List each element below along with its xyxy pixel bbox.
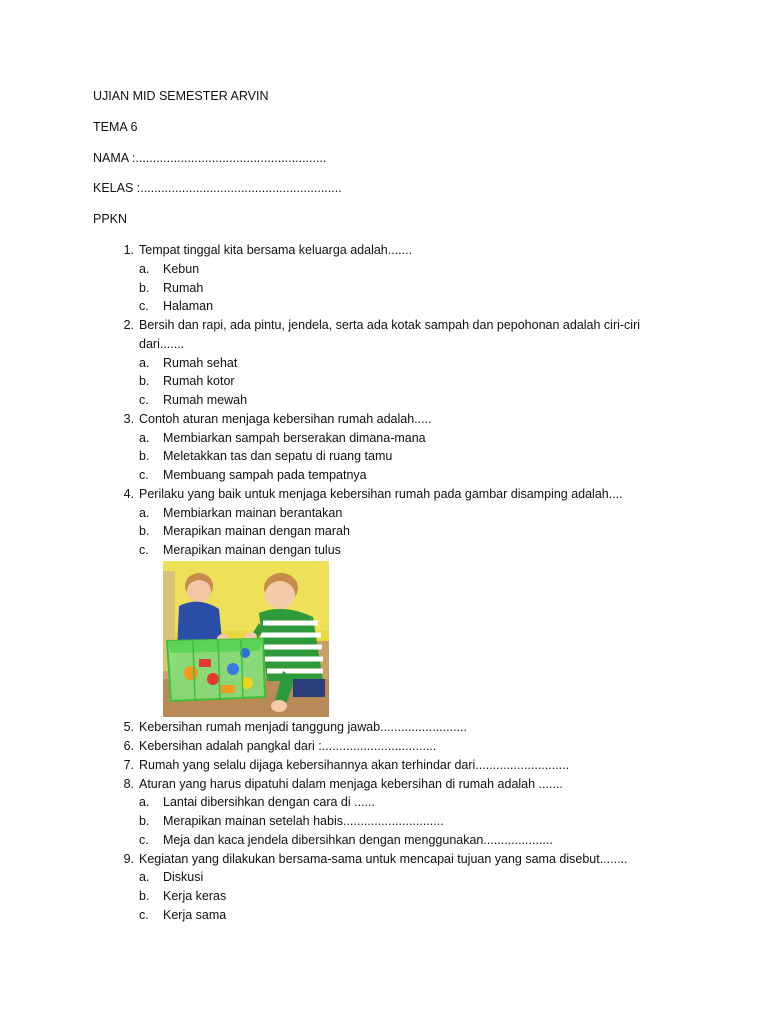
option-text: Kerja sama <box>163 908 227 922</box>
option-letter: c. <box>139 299 149 313</box>
question-number: 1. <box>123 243 134 257</box>
option-letter: b. <box>139 814 150 828</box>
option-text: Rumah kotor <box>163 374 235 388</box>
option-letter: b. <box>139 524 150 538</box>
question-text: Kegiatan yang dilakukan bersama-sama untuk mencapai tujuan yang sama disebut........ <box>139 852 628 866</box>
name-field-label: NAMA :....................................................... <box>93 151 327 165</box>
option-text: Merapikan mainan setelah habis............................. <box>163 814 444 828</box>
option-text: Merapikan mainan dengan tulus <box>163 543 341 557</box>
question-text: Bersih dan rapi, ada pintu, jendela, serta ada kotak sampah dan pepohonan adalah ciri-ciri <box>139 318 641 332</box>
question-text-line2: dari....... <box>139 337 185 351</box>
option-letter: c. <box>139 543 149 557</box>
option-letter: c. <box>139 833 149 847</box>
option-text: Membiarkan mainan berantakan <box>163 506 343 520</box>
option-text: Rumah <box>163 281 204 295</box>
question-number: 6. <box>123 739 134 753</box>
option-letter: b. <box>139 889 150 903</box>
option-letter: a. <box>139 262 150 276</box>
option-text: Lantai dibersihkan dengan cara di ...... <box>163 795 375 809</box>
option-letter: a. <box>139 870 150 884</box>
question-text: Tempat tinggal kita bersama keluarga adalah....... <box>139 243 413 257</box>
option-letter: c. <box>139 468 149 482</box>
theme-label: TEMA 6 <box>93 120 138 134</box>
option-letter: b. <box>139 449 150 463</box>
option-letter: c. <box>139 908 149 922</box>
option-text: Halaman <box>163 299 214 313</box>
question-number: 8. <box>123 777 134 791</box>
subject-label: PPKN <box>93 212 128 226</box>
option-letter: b. <box>139 281 150 295</box>
question-number: 2. <box>123 318 134 332</box>
question-number: 3. <box>123 412 134 426</box>
question-number: 9. <box>123 852 134 866</box>
option-text: Meja dan kaca jendela dibersihkan dengan menggunakan.................... <box>163 833 553 847</box>
question-number: 7. <box>123 758 134 772</box>
option-letter: a. <box>139 795 150 809</box>
question-text: Kebersihan adalah pangkal dari :................................. <box>139 739 437 753</box>
question-text: Perilaku yang baik untuk menjaga kebersihan rumah pada gambar disamping adalah.... <box>139 487 623 501</box>
option-text: Rumah sehat <box>163 356 238 370</box>
exam-title: UJIAN MID SEMESTER ARVIN <box>93 89 269 103</box>
option-text: Rumah mewah <box>163 393 248 407</box>
option-text: Meletakkan tas dan sepatu di ruang tamu <box>163 449 393 463</box>
question-text: Contoh aturan menjaga kebersihan rumah adalah..... <box>139 412 432 426</box>
children-tidying-toys-photo <box>163 561 329 717</box>
option-letter: b. <box>139 374 150 388</box>
question-text: Kebersihan rumah menjadi tanggung jawab......................... <box>139 720 467 734</box>
question-number: 4. <box>123 487 134 501</box>
option-text: Membiarkan sampah berserakan dimana-mana <box>163 431 426 445</box>
option-text: Diskusi <box>163 870 204 884</box>
question-text: Rumah yang selalu dijaga kebersihannya akan terhindar dari........................... <box>139 758 570 772</box>
class-field-label: KELAS :.......................................................... <box>93 181 342 195</box>
option-letter: a. <box>139 431 150 445</box>
question-text: Aturan yang harus dipatuhi dalam menjaga kebersihan di rumah adalah ....... <box>139 777 563 791</box>
option-letter: c. <box>139 393 149 407</box>
option-letter: a. <box>139 356 150 370</box>
option-text: Kerja keras <box>163 889 227 903</box>
option-letter: a. <box>139 506 150 520</box>
option-text: Merapikan mainan dengan marah <box>163 524 350 538</box>
option-text: Kebun <box>163 262 200 276</box>
question-number: 5. <box>123 720 134 734</box>
option-text: Membuang sampah pada tempatnya <box>163 468 367 482</box>
